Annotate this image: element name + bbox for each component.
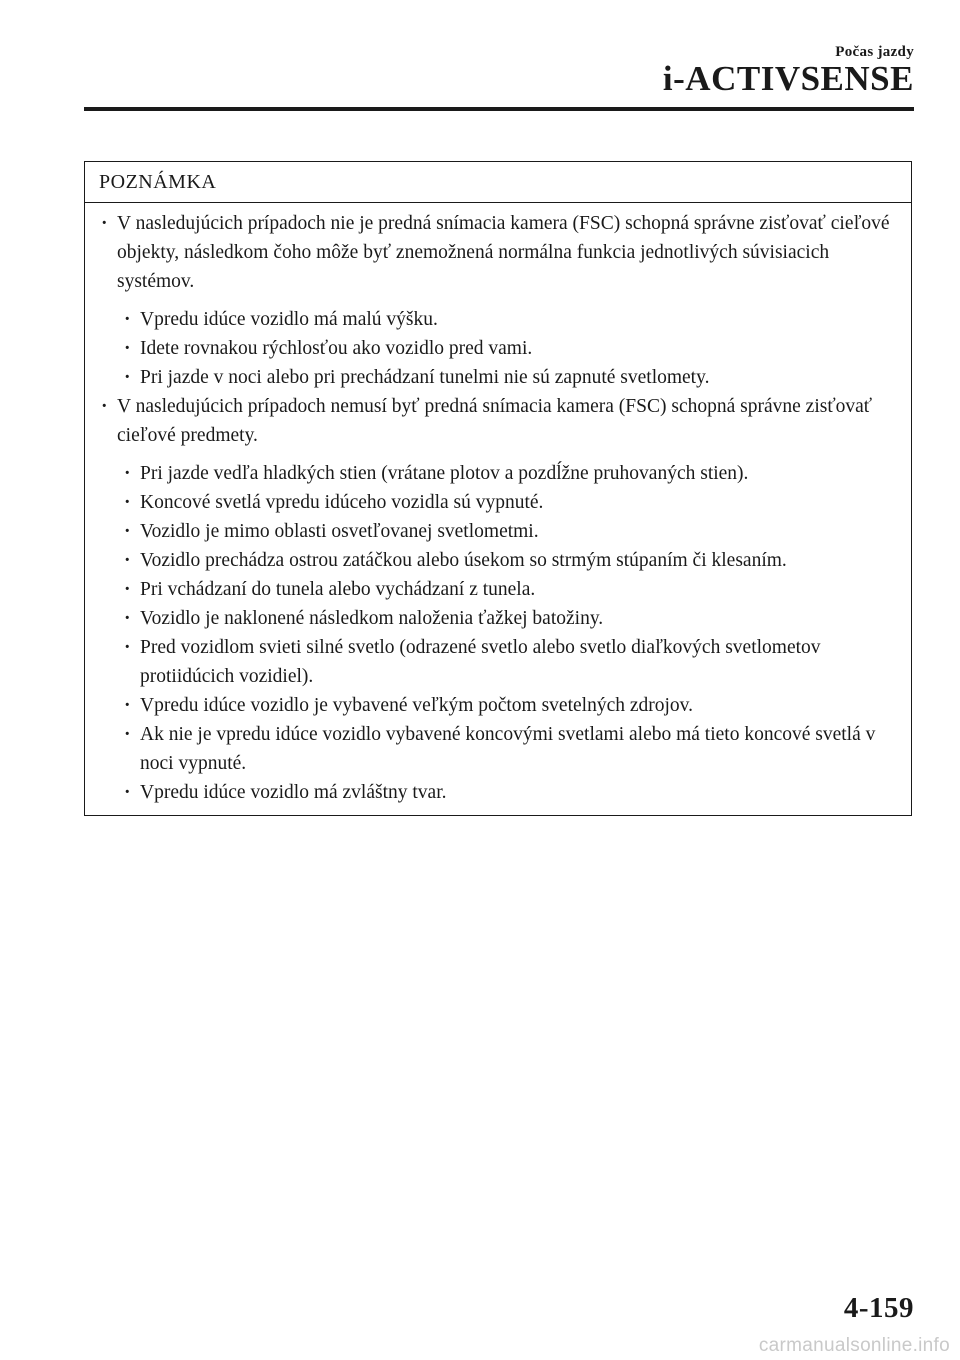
note-title: POZNÁMKA	[85, 162, 911, 203]
sub-bullet: · Vozidlo je naklonené následkom naloženia ťažkej batožiny.	[95, 604, 901, 633]
sub-bullet: · Pri jazde vedľa hladkých stien (vrátane plotov a pozdĺžne pruhovaných stien).	[95, 459, 901, 488]
note-body	[85, 203, 911, 815]
note-bullet: · V nasledujúcich prípadoch nie je predná snímacia kamera (FSC) schopná správne zisťovať cieľové objekty, následkom čoho môže byť znemožnená normálna funkcia jednotlivých súvisiacich systémov.	[95, 209, 901, 296]
note-bullet: · V nasledujúcich prípadoch nemusí byť predná snímacia kamera (FSC) schopná správne zisťovať cieľové predmety.	[95, 392, 901, 450]
sub-bullet: · Pri vchádzaní do tunela alebo vychádzaní z tunela.	[95, 575, 901, 604]
sub-bullet: · Vpredu idúce vozidlo má zvláštny tvar.	[95, 778, 901, 807]
sub-bullet: · Idete rovnakou rýchlosťou ako vozidlo pred vami.	[95, 334, 901, 363]
sub-bullet: · Koncové svetlá vpredu idúceho vozidla sú vypnuté.	[95, 488, 901, 517]
page-number: 4-159	[843, 1292, 914, 1324]
section-title: Počas jazdy	[835, 44, 914, 60]
sub-bullet: · Vozidlo je mimo oblasti osvetľovanej svetlometmi.	[95, 517, 901, 546]
chapter-title: i-ACTIVSENSE	[662, 59, 914, 98]
sub-bullet-list	[95, 459, 901, 807]
sub-bullet: · Pri jazde v noci alebo pri prechádzaní tunelmi nie sú zapnuté svetlomety.	[95, 363, 901, 392]
sub-bullet: · Ak nie je vpredu idúce vozidlo vybavené koncovými svetlami alebo má tieto koncové svetlá v noci vypnuté.	[95, 720, 901, 778]
sub-bullet: · Pred vozidlom svieti silné svetlo (odrazené svetlo alebo svetlo diaľkových svetlometov protiidúcich vozidiel).	[95, 633, 901, 691]
watermark: carmanualsonline.info	[758, 1335, 950, 1356]
sub-bullet: · Vpredu idúce vozidlo je vybavené veľkým počtom svetelných zdrojov.	[95, 691, 901, 720]
header-divider	[84, 107, 914, 111]
sub-bullet: · Vpredu idúce vozidlo má malú výšku.	[95, 305, 901, 334]
note-box	[84, 161, 912, 816]
sub-bullet-list	[95, 305, 901, 392]
sub-bullet: · Vozidlo prechádza ostrou zatáčkou alebo úsekom so strmým stúpaním či klesaním.	[95, 546, 901, 575]
